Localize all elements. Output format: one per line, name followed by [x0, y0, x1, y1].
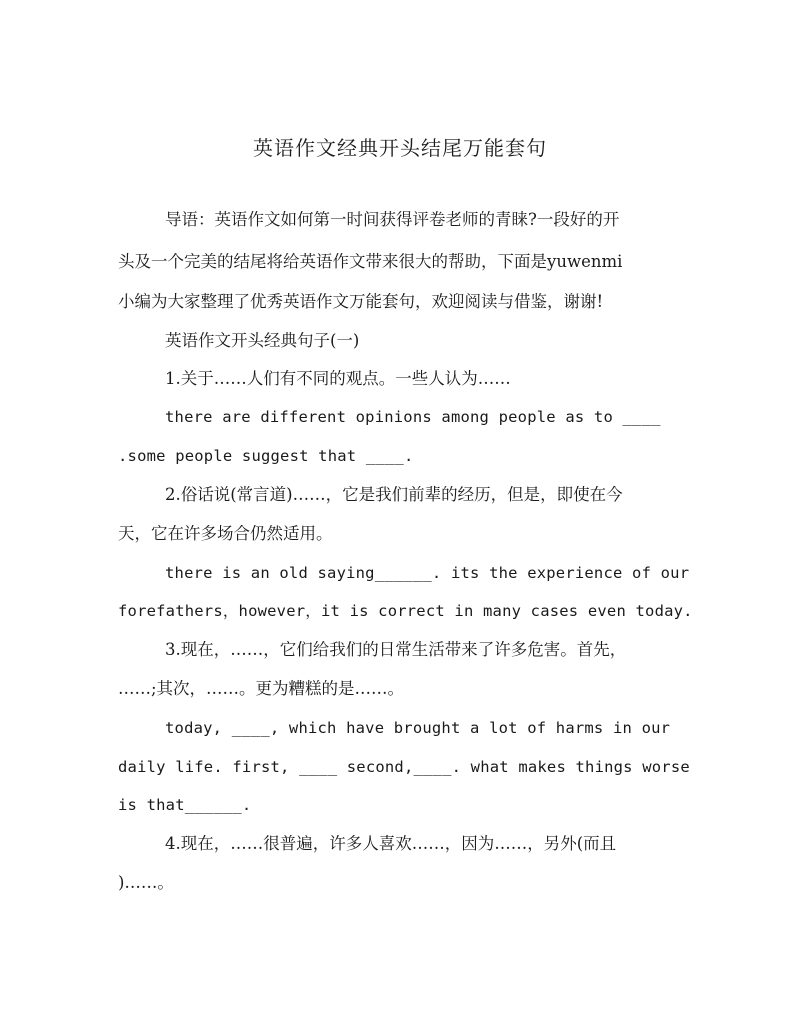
item-3-english-line-3: is that______. — [118, 796, 252, 814]
item-4-chinese-line-2: )……。 — [118, 873, 174, 892]
item-4-chinese-line-1: 4.现在，……很普遍，许多人喜欢……，因为……，另外(而且 — [165, 834, 617, 853]
item-3-chinese-line-2: ……;其次，……。更为糟糕的是……。 — [118, 679, 405, 698]
intro-line-1: 导语：英语作文如何第一时间获得评卷老师的青睐?一段好的开 — [165, 210, 620, 229]
item-3-english-line-1: today, ____, which have brought a lot of harms in our — [165, 719, 671, 737]
item-2-chinese-line-2: 天，它在许多场合仍然适用。 — [118, 524, 333, 543]
item-1-english-line-2: .some people suggest that ____. — [118, 447, 414, 465]
intro-line-3: 小编为大家整理了优秀英语作文万能套句，欢迎阅读与借鉴，谢谢! — [118, 292, 604, 311]
document-title: 英语作文经典开头结尾万能套句 — [253, 136, 547, 160]
item-1-chinese: 1.关于……人们有不同的观点。一些人认为…… — [165, 369, 511, 388]
item-1-english-line-1: there are different opinions among people as to ____ — [165, 408, 661, 426]
item-2-chinese-line-1: 2.俗话说(常言道)……，它是我们前辈的经历，但是，即使在今 — [165, 485, 623, 504]
item-3-english-line-2: daily life. first, ____ second,____. what makes things worse — [118, 758, 690, 776]
item-2-english-line-1: there is an old saying______. its the experience of our — [165, 564, 690, 582]
intro-line-2: 头及一个完美的结尾将给英语作文带来很大的帮助，下面是yuwenmi — [118, 252, 623, 271]
item-2-english-line-2: forefathers，however，it is correct in many cases even today. — [118, 602, 693, 620]
section-heading: 英语作文开头经典句子(一) — [165, 331, 360, 350]
item-3-chinese-line-1: 3.现在，……，它们给我们的日常生活带来了许多危害。首先， — [165, 640, 627, 659]
